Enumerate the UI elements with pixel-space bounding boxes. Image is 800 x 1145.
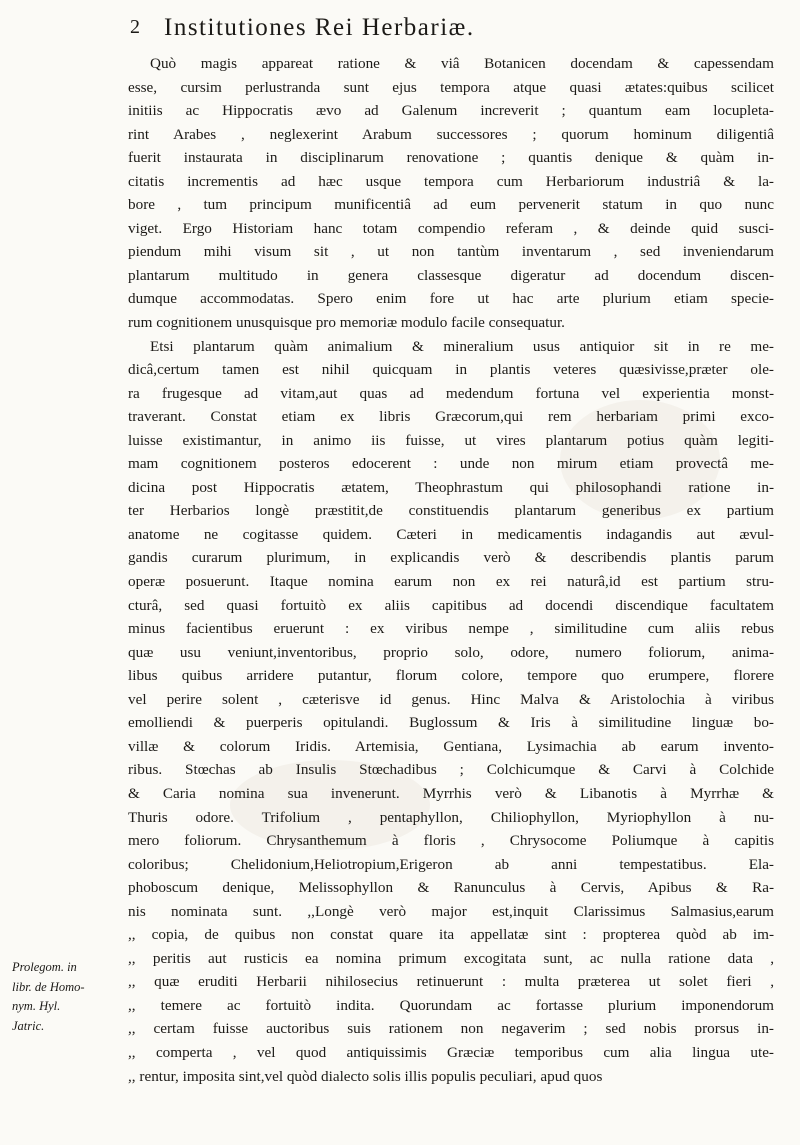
text-line: citatis incrementis ad hæc usque tempora cum Herbariorum industriâ & la- [128, 172, 774, 190]
text-line: viget. Ergo Historiam hanc totam compendio referam , & deinde quid susci- [128, 219, 774, 237]
margin-note-line: Prolegom. in [12, 960, 77, 974]
running-title: Institutiones Rei Herbariæ. [164, 14, 475, 41]
text-line: quæ usu veniunt,inventoribus, proprio solo, odore, numero foliorum, anima- [128, 643, 774, 661]
text-line: Thuris odore. Trifolium , pentaphyllon, Chiliophyllon, Myriophyllon à nu- [128, 808, 774, 826]
text-line: emolliendi & puerperis opitulandi. Buglossum & Iris à similitudine linguæ bo- [128, 714, 774, 732]
text-line: operæ posuerunt. Itaque nomina earum non ex rei naturâ,id est partium stru- [128, 573, 774, 591]
text-line: ,, temere ac fortuitò indita. Quorundam ac fortasse plurium imponendorum [128, 996, 774, 1014]
text-line: ,, comperta , vel quod antiquissimis Græciæ temporibus cum alia lingua ute- [128, 1043, 774, 1061]
body-text [128, 52, 774, 1088]
text-line: rum cognitionem unusquisque pro memoriæ modulo facile consequatur. [128, 314, 565, 332]
text-line: & Caria nomina sua invenerunt. Myrrhis verò & Libanotis à Myrrhæ & [128, 784, 774, 802]
text-line: mam cognitionem posteros edocerent : unde non mirum etiam provectâ me- [128, 455, 774, 473]
text-line: piendum mihi visum sit , ut non tantùm inventarum , sed inveniendarum [128, 243, 774, 261]
text-line: fuerit instaurata in disciplinarum renovatione ; quantis denique & quàm in- [128, 149, 774, 167]
text-line: dicâ,certum tamen est nihil quicquam in plantis veteres quæsivisse,præter ole- [128, 361, 774, 379]
text-line: mero foliorum. Chrysanthemum à floris , Chrysocome Poliumque à capitis [128, 832, 774, 850]
text-line: gandis curarum plurimum, in explicandis verò & describendis plantis parum [128, 549, 774, 567]
text-line: rint Arabes , neglexerint Arabum successores ; quorum hominum diligentiâ [128, 125, 774, 143]
text-line: ra frugesque ad vitam,aut quas ad medendum fortuna vel experientia monst- [128, 384, 774, 402]
text-line: ,, quæ eruditi Herbarii nihilosecius retinuerunt : multa præterea ut solet fieri , [128, 973, 774, 991]
text-line: vel perire solent , cæterisve id genus. Hinc Malva & Aristolochia à viribus [128, 690, 774, 708]
text-line: ,, rentur, imposita sint,vel quòd dialecto solis illis populis peculiari, apud quos [128, 1067, 603, 1085]
margin-note-line: libr. de Homo- [12, 979, 85, 994]
text-line: ter Herbarios longè præstitit,de constituendis plantarum generibus ex partium [128, 502, 774, 520]
margin-note [12, 958, 120, 1036]
text-line: traverant. Constat etiam ex libris Græcorum,qui rem herbariam primi exco- [128, 408, 774, 426]
text-line: dicina post Hippocratis ætatem, Theophrastum qui philosophandi ratione in- [128, 478, 774, 496]
text-line: luisse existimantur, in animo iis fuisse, ut vires plantarum potius quàm legiti- [128, 431, 774, 449]
text-line: dumque accommodatas. Spero enim fore ut hac arte plurium etiam specie- [128, 290, 774, 308]
text-line: bore , tum principum munificentiâ ad eum pervenerit statum in quo nunc [128, 196, 774, 214]
text-line: Etsi plantarum quàm animalium & mineralium usus antiquior sit in re me- [150, 337, 774, 355]
text-line: libus quibus arridere putantur, florum colore, tempore quo erumpere, florere [128, 667, 774, 685]
text-line: coloribus; Chelidonium,Heliotropium,Erigeron ab anni tempestatibus. Ela- [128, 855, 774, 873]
text-line: initiis ac Hippocratis ævo ad Galenum increverit ; quantum eam locupleta- [128, 102, 774, 120]
text-line: esse, cursim perlustranda sunt ejus tempora atque quasi ætates:quibus scilicet [128, 78, 774, 96]
text-line: phoboscum denique, Melissophyllon & Ranunculus à Cervis, Apibus & Ra- [128, 879, 774, 897]
text-line: ribus. Stœchas ab Insulis Stœchadibus ; Colchicumque & Carvi à Colchide [128, 761, 774, 779]
margin-note-line: nym. Hyl. [12, 999, 61, 1013]
text-line: plantarum multitudo in genera classesque digeratur ad docendum discen- [128, 266, 774, 284]
text-line: anatome ne cogitasse quidem. Cæteri in medicamentis indagandis aut ævul- [128, 525, 774, 543]
text-line: ,, copia, de quibus non constat quare ita appellatæ sint : propterea quòd ab im- [128, 926, 774, 944]
margin-note-line: Jatric. [12, 1018, 45, 1033]
text-line: cturâ, sed quasi fortuitò ex aliis capitibus ad docendi discendique facultatem [128, 596, 774, 614]
page-number: 2 [130, 16, 142, 38]
text-line: nis nominata sunt. ,,Longè verò major est,inquit Clarissimus Salmasius,earum [128, 902, 774, 920]
text-line: ,, certam fuisse auctoribus suis rationem non negaverim ; sed nobis prorsus in- [128, 1020, 774, 1038]
text-line: villæ & colorum Iridis. Artemisia, Gentiana, Lysimachia ab earum invento- [128, 737, 774, 755]
text-line: minus facientibus eruerunt : ex viribus nempe , similitudine cum aliis rebus [128, 620, 774, 638]
running-header [130, 14, 770, 44]
text-line: Quò magis appareat ratione & viâ Botanicen docendam & capessendam [150, 55, 774, 72]
text-line: ,, peritis aut rusticis ea nomina primum excogitata sunt, ac nulla ratione data , [128, 949, 774, 967]
